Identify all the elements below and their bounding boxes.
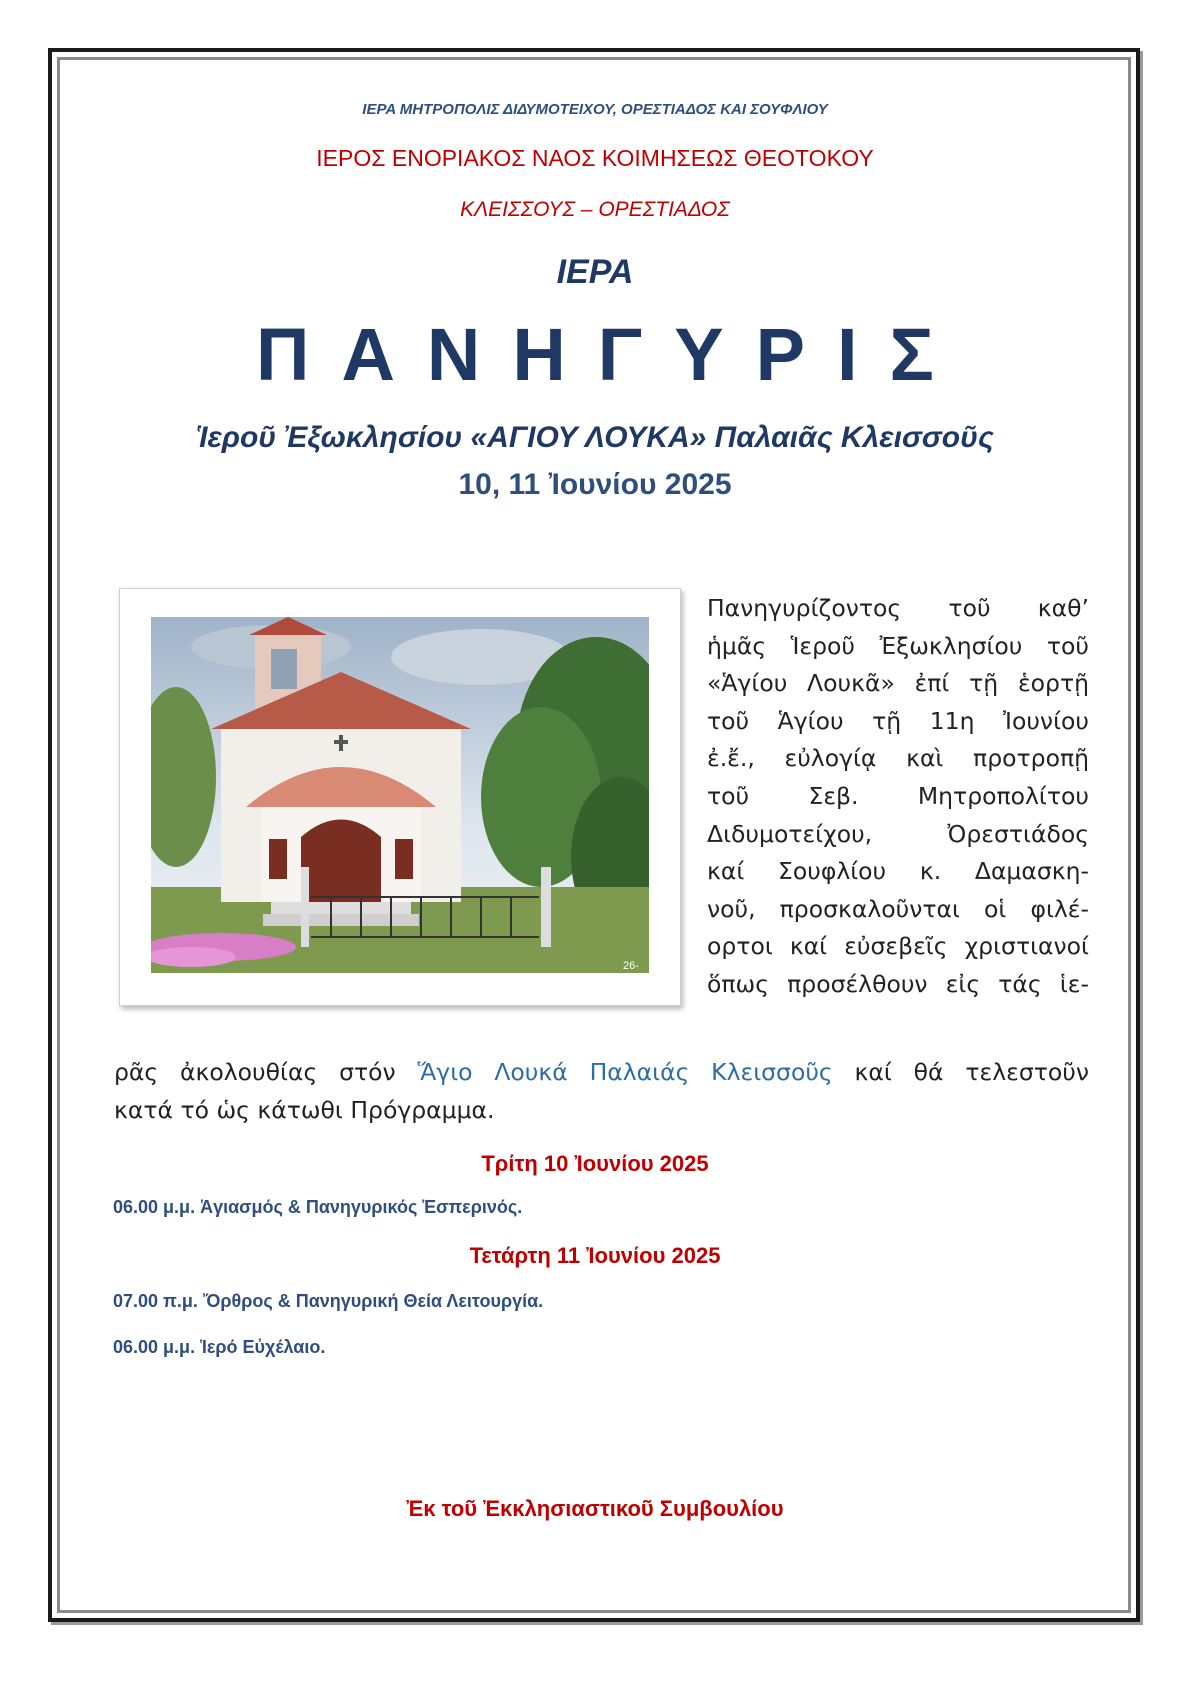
paragraph-line: «Ἁγίου Λουκᾶ» ἐπί τῇ ἑορτῇ [707, 669, 1089, 698]
paragraph-line: ορτοι καί εὐσεβεῖς χριστιανοί [707, 932, 1089, 961]
chapel-photo-frame [119, 588, 681, 1006]
chapel-name-link: Ἅγιο Λουκά Παλαιάς Κλεισσοῦς [417, 1058, 833, 1086]
paragraph-line: Πανηγυρίζοντος τοῦ καθ’ [707, 594, 1089, 622]
schedule-item: 07.00 π.μ. Ὄρθρος & Πανηγυρική Θεία Λειτουργία. [113, 1291, 544, 1311]
paragraph-line: τοῦ Ἁγίου τῇ 11η Ἰουνίου [707, 706, 1089, 735]
dates-heading: 10, 11 Ἰουνίου 2025 [458, 468, 732, 501]
chapel-heading: Ἱεροῦ Ἐξωκλησίου «ΑΓΙΟΥ ΛΟΥΚΑ» Παλαιᾶς Κλεισσοῦς [196, 421, 994, 454]
paragraph-line: τοῦ Σεβ. Μητροπολίτου [707, 781, 1089, 810]
paragraph-line: Διδυμοτείχου, Ὀρεστιάδος [707, 819, 1089, 848]
chapel-photo [151, 617, 649, 973]
church-heading: ΙΕΡΟΣ ΕΝΟΡΙΑΚΟΣ ΝΑΟΣ ΚΟΙΜΗΣΕΩΣ ΘΕΟΤΟΚΟΥ [316, 145, 874, 171]
paragraph-text: ρᾶς ἀκολουθίας στόν [114, 1058, 396, 1086]
page-title: ΠΑΝΗΓΥΡΙΣ [256, 313, 966, 396]
photo-stamp: 26- [623, 960, 639, 972]
footer-signature: Ἐκ τοῦ Ἐκκλησιαστικοῦ Συμβουλίου [406, 1496, 784, 1521]
metropolis-heading: ΙΕΡΑ ΜΗΤΡΟΠΟΛΙΣ ΔΙΔΥΜΟΤΕΙΧΟΥ, ΟΡΕΣΤΙΑΔΟΣ ΚΑΙ ΣΟΥΦΛΙΟΥ [362, 101, 828, 118]
schedule-item: 06.00 μ.μ. Ἁγιασμός & Πανηγυρικός Ἑσπερινός. [113, 1197, 523, 1217]
paragraph-line: ἐ.ἔ., εὐλογίᾳ καὶ προτροπῇ [707, 744, 1089, 773]
schedule-day-2: Τετάρτη 11 Ἰουνίου 2025 [469, 1243, 721, 1268]
iera-heading: ΙΕΡΑ [556, 253, 634, 291]
location-heading: ΚΛΕΙΣΣΟΥΣ – ΟΡΕΣΤΙΑΔΟΣ [460, 198, 730, 221]
paragraph-line: κατά τό ὡς κάτωθι Πρόγραμμα. [114, 1095, 495, 1124]
paragraph-text: καί θά τελεστοῦν [854, 1058, 1089, 1086]
paragraph-line: ἡμᾶς Ἱεροῦ Ἐξωκλησίου τοῦ [707, 631, 1089, 660]
paragraph-line: ὅπως προσέλθουν εἰς τάς ἱε- [707, 969, 1089, 998]
schedule-day-1: Τρίτη 10 Ἰουνίου 2025 [481, 1151, 709, 1176]
paragraph-line: καί Σουφλίου κ. Δαμασκη- [707, 857, 1089, 886]
invitation-paragraph-bottom [114, 1054, 1089, 1129]
paragraph-line [114, 1054, 1089, 1092]
invitation-paragraph-right [707, 590, 1089, 1004]
schedule-item: 06.00 μ.μ. Ἱερό Εὐχέλαιο. [113, 1337, 326, 1357]
paragraph-line: νοῦ, προσκαλοῦνται οἱ φιλέ- [707, 894, 1089, 923]
